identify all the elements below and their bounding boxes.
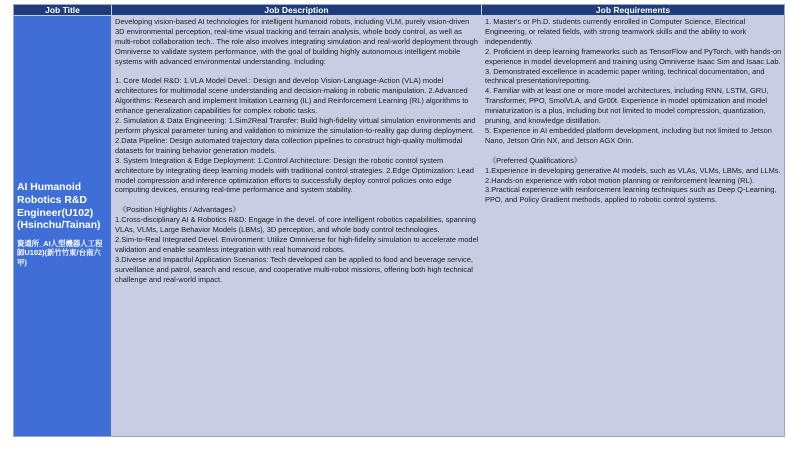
job-requirements-text: 1. Master's or Ph.D. students currently enrolled in Computer Science, Electrical Engineering, or related fields, with strong teamwork skills and the ability to work independently. 2. Proficient in deep learning frameworks such as TensorFlow and PyTorch, with hands-on experience in model development and training using Omniverse Isaac Sim and Isaac Lab. 3. Demonstrated excellence in academic paper writing, technical documentation, and technical presentation/reporting. 4. Familiar with at least one or more model architectures, including RNN, LSTM, GRU, Transformer, PPO, SmolVLA, and Gr00t. Experience in model optimization and model miniaturization is a plus, including but not limited to model compression, quantization, pruning, and knowledge distillation. 5. Experience in AI embedded platform development, including but not limited to Jetson Nano, Jetson Orin NX, and Jetson AGX Orin. 《Preferred Qualifications》 1.Experience in developing generative AI models, such as VLAs, VLMs, LBMs, and LLMs. 2.Hands-on experience with robot motion planning or reinforcement learning (RL). 3.Practical experience with reinforcement learning techniques such as Deep Q-Learning, PPO, and Policy Gradient methods, applied to robotic control systems. [485, 17, 782, 205]
job-description-cell [112, 16, 481, 436]
header-job-requirements: Job Requirements [482, 5, 784, 15]
job-title-block [17, 182, 109, 267]
header-job-title: Job Title [14, 5, 111, 15]
header-job-description: Job Description [112, 5, 481, 15]
job-title-chinese: 資通所_AI人型機器人工程師U102)(新竹竹東/台南六甲) [17, 239, 103, 267]
job-title-cell [14, 16, 111, 436]
job-description-text: Developing vision-based AI technologies for intelligent humanoid robots, including VLM, purely vision-driven 3D environmental perception, real-time visual tracking and terrain analysis, whole body control, as well as multi-robot collaboration tech.. The role also involves integrating simulation and real-world deployment through Omniverse to validate system performance, with the goal of building highly autonomous intelligent mobile systems with advanced environmental understanding. Including: 1. Core Model R&D: 1.VLA Model Devel.: Design and develop Vision-Language-Action (VLA) model architectures for multimodal scene understanding and decision-making in robotic manipulation. 2.Advanced Algorithms: Research and implement Imitation Learning (IL) and Reinforcement Learning (RL) algorithms to enhance generalization capabilities for complex robotic tasks. 2. Simulation & Data Engineering: 1.Sim2Real Transfer: Build high-fidelity virtual simulation environments and perform physical parameter tuning and validation to minimize the simulation-to-reality gap during deployment. 2.Data Pipeline: Design automated trajectory data collection pipelines to construct high-quality multimodal datasets for training behavior generation models. 3. System Integration & Edge Deployment: 1.Control Architecture: Design the robotic control system architecture by integrating deep learning models with traditional control strategies. 2.Edge Optimization: Lead model compression and inference optimization efforts to successfully deploy control policies onto edge computing devices, ensuring real-time performance and system stability. 《Position Highlights / Advantages》 1.Cross-disciplinary AI & Robotics R&D: Engage in the devel. of core intelligent robotics capabilities, spanning VLAs, VLMs, Large Behavior Models (LBMs), 3D perception, and whole body control technologies. 2.Sim-to-Real Integrated Devel. Environment: Utilize Omniverse for high-fidelity simulation to accelerate model validation and enable seamless integration with real humanoid robots. 3.Diverse and Impactful Application Scenarios: Tech developed can be applied to food and beverage service, surveillance and patrol, search and rescue, and cooperative multi-robot missions, offering both high technical challenge and real-world impact. [115, 17, 479, 284]
job-posting-table [13, 4, 785, 437]
job-title-english: AI Humanoid Robotics R&D Engineer(U102) (Hsinchu/Tainan) [17, 182, 101, 232]
job-requirements-cell [482, 16, 784, 436]
